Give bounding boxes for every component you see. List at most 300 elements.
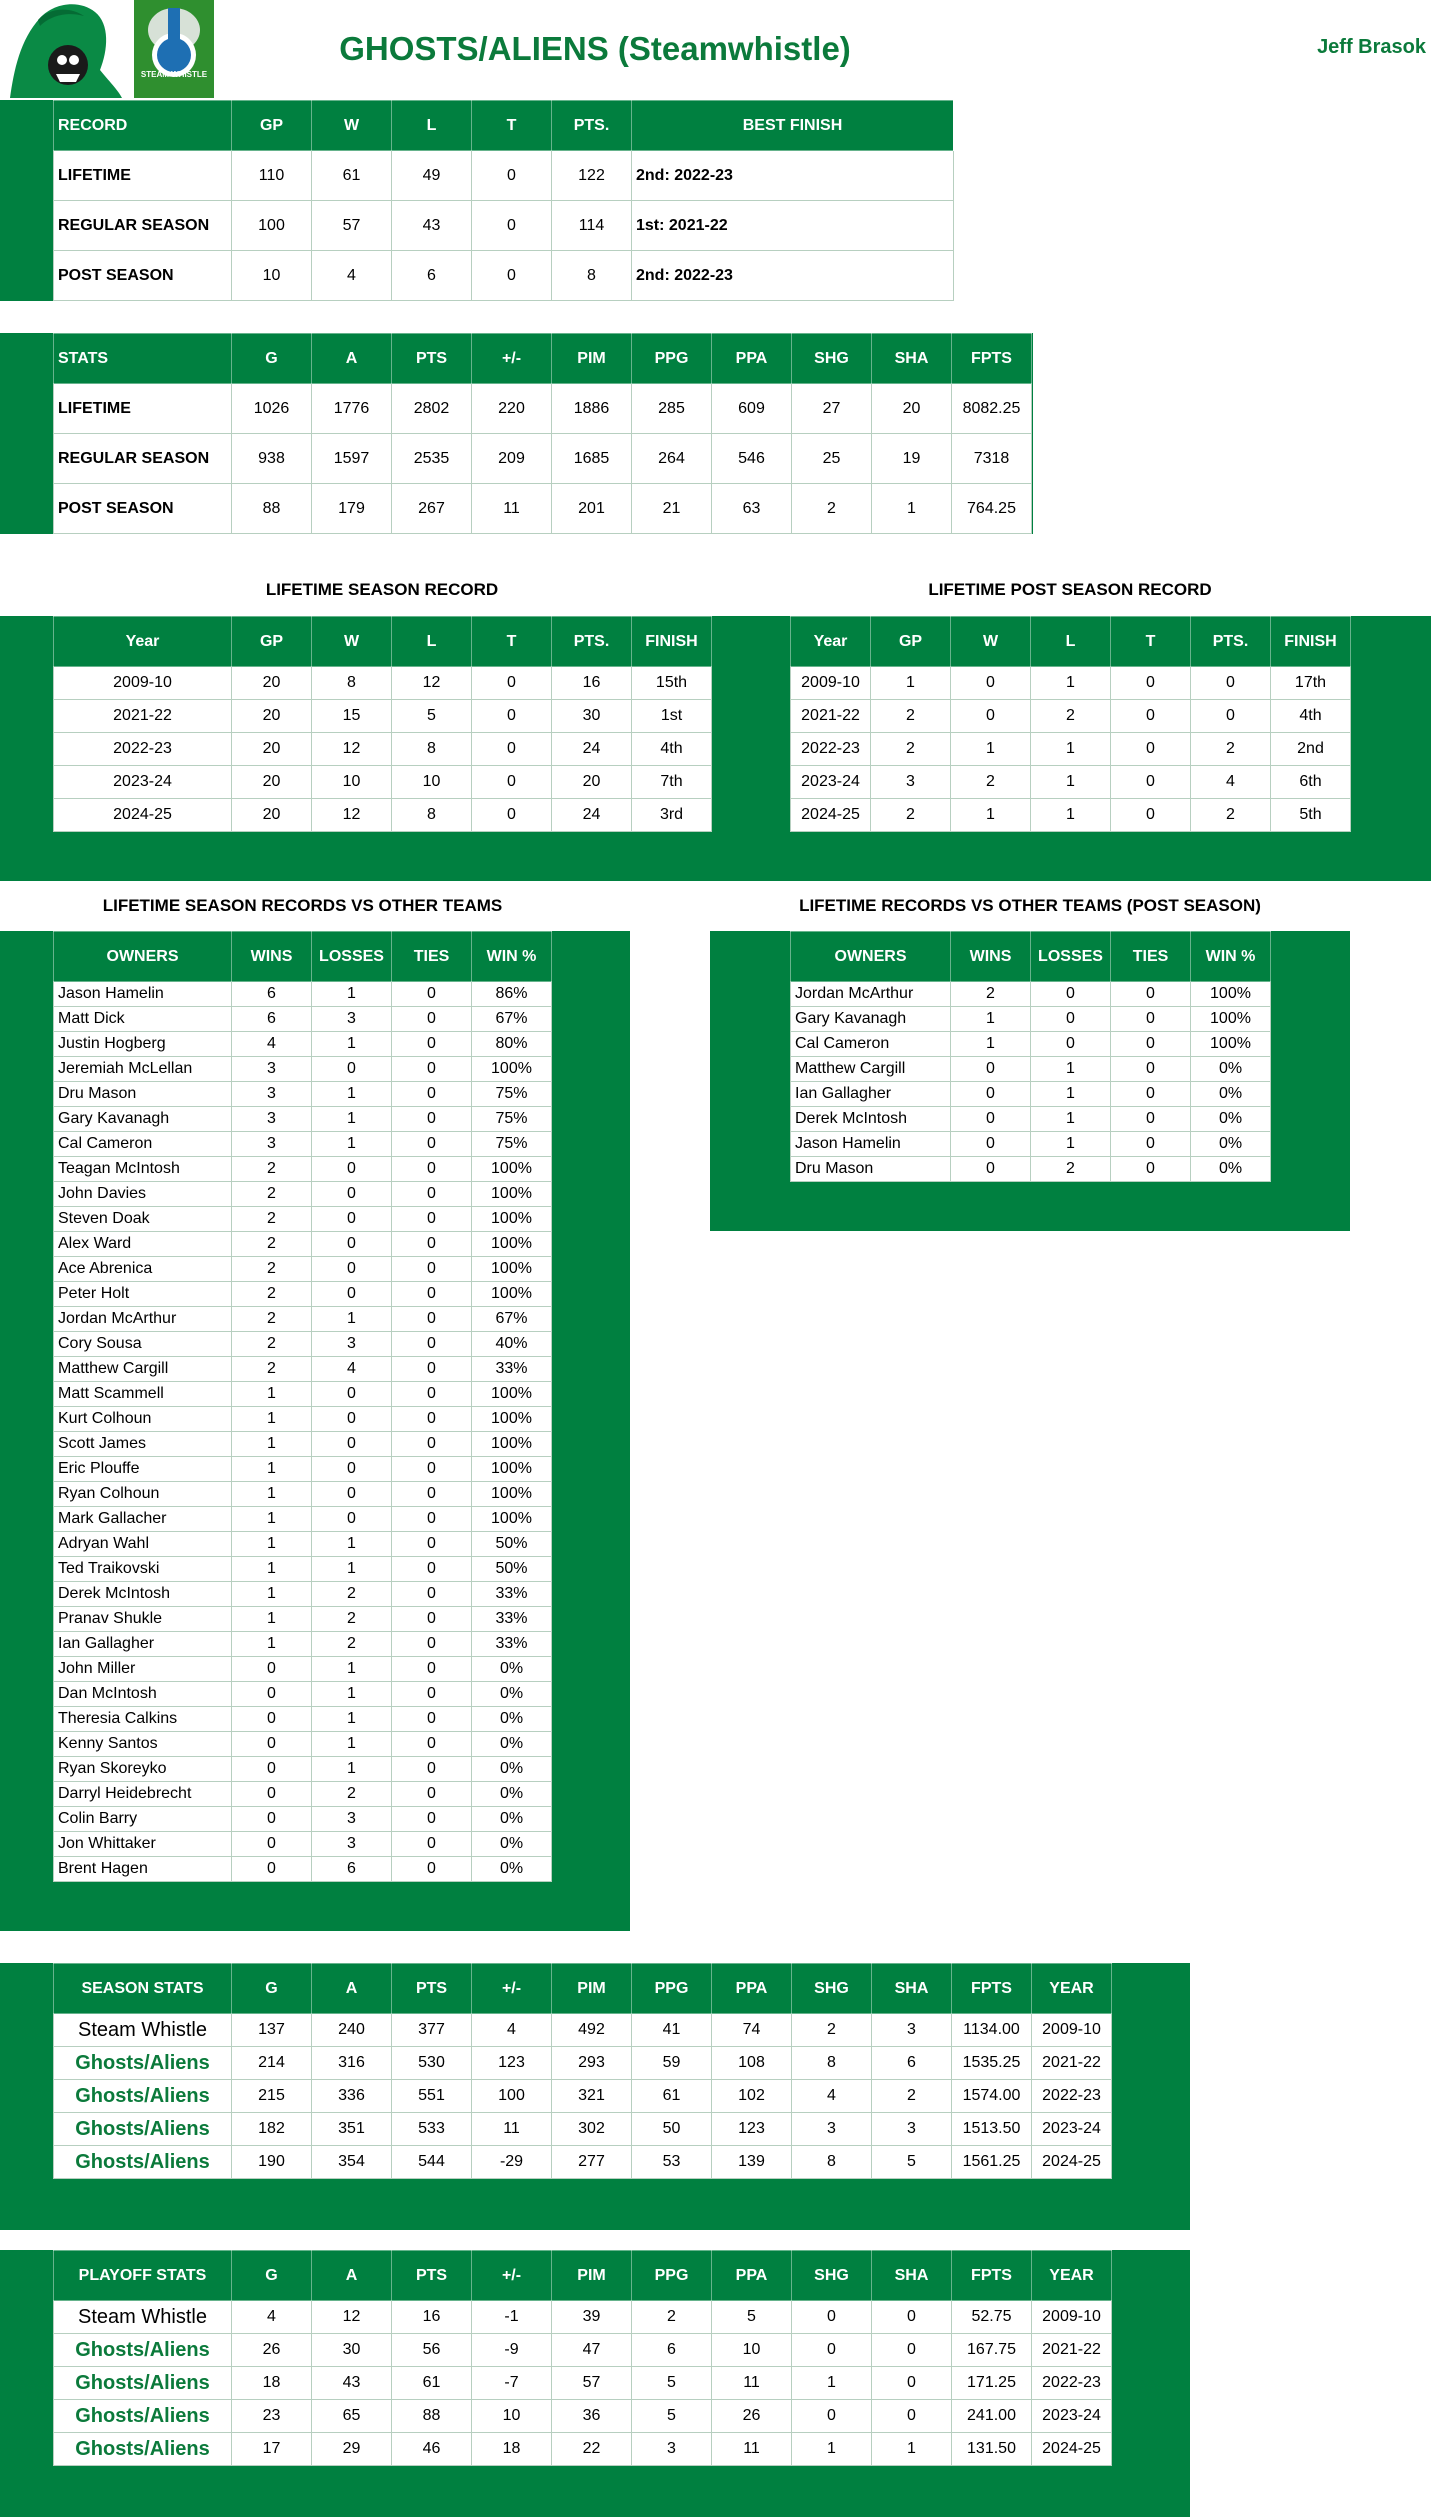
vs-teams-cell: Dru Mason	[54, 1082, 232, 1107]
stats-cell: POST SEASON	[54, 484, 232, 534]
season-record-cell: 20	[232, 700, 312, 733]
season-stats-cell: 1535.25	[952, 2047, 1032, 2080]
season-record-cell: 8	[312, 667, 392, 700]
playoff-stats-cell: 16	[392, 2301, 472, 2334]
vs-teams-cell: 0%	[472, 1832, 552, 1857]
stats-cell: 1685	[552, 434, 632, 484]
playoff-stats-cell: 171.25	[952, 2367, 1032, 2400]
vs-teams-cell: Derek McIntosh	[54, 1582, 232, 1607]
vs-teams-cell: 6	[232, 982, 312, 1007]
season-stats-header: FPTS	[952, 1964, 1032, 2014]
vs-teams-post-cell: 0	[1111, 1057, 1191, 1082]
vs-teams-cell: Jordan McArthur	[54, 1307, 232, 1332]
vs-teams-row	[54, 1532, 552, 1557]
stats-cell: 264	[632, 434, 712, 484]
playoff-stats-header: PPA	[712, 2251, 792, 2301]
season-record-cell: 1st	[632, 700, 712, 733]
season-stats-cell: 100	[472, 2080, 552, 2113]
vs-teams-cell: 4	[312, 1357, 392, 1382]
vs-teams-row	[54, 1282, 552, 1307]
vs-teams-cell: 0	[392, 1257, 472, 1282]
stats-cell: REGULAR SEASON	[54, 434, 232, 484]
vs-teams-post-cell: 0	[1111, 1132, 1191, 1157]
vs-teams-cell: 1	[232, 1632, 312, 1657]
vs-teams-cell: 0	[392, 1407, 472, 1432]
season-record-cell: 16	[552, 667, 632, 700]
playoff-stats-header: G	[232, 2251, 312, 2301]
playoff-stats-cell: 241.00	[952, 2400, 1032, 2433]
vs-teams-cell: 1	[232, 1607, 312, 1632]
stats-cell: 1026	[232, 384, 312, 434]
season-stats-cell: 123	[472, 2047, 552, 2080]
season-record-cell: 7th	[632, 766, 712, 799]
playoff-stats-cell: 2023-24	[1032, 2400, 1112, 2433]
vs-teams-cell: 0	[392, 1532, 472, 1557]
playoff-stats-cell: 88	[392, 2400, 472, 2433]
playoff-stats-cell: 26	[712, 2400, 792, 2433]
playoff-stats-header: PIM	[552, 2251, 632, 2301]
playoff-stats-cell: 11	[712, 2367, 792, 2400]
season-stats-cell: 4	[472, 2014, 552, 2047]
vs-teams-post-cell: 1	[951, 1007, 1031, 1032]
season-record-cell: 0	[472, 700, 552, 733]
vs-teams-cell: 100%	[472, 1482, 552, 1507]
season-record-cell: 24	[552, 799, 632, 832]
vs-teams-post-row	[791, 1082, 1271, 1107]
season-stats-cell: 8	[792, 2146, 872, 2179]
season-record-header: GP	[232, 617, 312, 667]
vs-teams-cell: Ryan Skoreyko	[54, 1757, 232, 1782]
vs-teams-cell: 0	[392, 1382, 472, 1407]
season-stats-row	[54, 2113, 1112, 2146]
vs-teams-cell: 0	[312, 1282, 392, 1307]
vs-teams-cell: 100%	[472, 1157, 552, 1182]
vs-teams-cell: Dan McIntosh	[54, 1682, 232, 1707]
record-header: GP	[232, 101, 312, 151]
season-stats-cell: 102	[712, 2080, 792, 2113]
vs-teams-post-cell: 0%	[1191, 1057, 1271, 1082]
playoff-stats-cell: 5	[632, 2400, 712, 2433]
vs-teams-header: TIES	[392, 932, 472, 982]
stats-cell: 1886	[552, 384, 632, 434]
season-stats-cell: 214	[232, 2047, 312, 2080]
post-record-cell: 0	[951, 700, 1031, 733]
season-stats-header: SEASON STATS	[54, 1964, 232, 2014]
record-cell: 0	[472, 201, 552, 251]
vs-teams-cell: 2	[312, 1632, 392, 1657]
vs-teams-row	[54, 1232, 552, 1257]
season-stats-cell: 59	[632, 2047, 712, 2080]
vs-teams-cell: 2	[232, 1307, 312, 1332]
season-stats-cell: 108	[712, 2047, 792, 2080]
stats-cell: 25	[792, 434, 872, 484]
stats-cell: 19	[872, 434, 952, 484]
vs-teams-post-cell: 100%	[1191, 1032, 1271, 1057]
playoff-stats-cell: 0	[872, 2400, 952, 2433]
vs-teams-cell: 0	[392, 1707, 472, 1732]
season-stats-header: PTS	[392, 1964, 472, 2014]
vs-teams-cell: 3	[312, 1807, 392, 1832]
playoff-stats-cell: Ghosts/Aliens	[54, 2367, 232, 2400]
vs-teams-cell: 33%	[472, 1632, 552, 1657]
vs-teams-cell: 0%	[472, 1732, 552, 1757]
record-cell: LIFETIME	[54, 151, 232, 201]
stats-cell: 8082.25	[952, 384, 1032, 434]
season-stats-header: SHG	[792, 1964, 872, 2014]
post-record-header: T	[1111, 617, 1191, 667]
vs-teams-cell: 100%	[472, 1382, 552, 1407]
record-cell: 10	[232, 251, 312, 301]
record-cell: 0	[472, 251, 552, 301]
vs-teams-row	[54, 1632, 552, 1657]
stats-cell: 20	[872, 384, 952, 434]
playoff-stats-header: A	[312, 2251, 392, 2301]
record-cell: 61	[312, 151, 392, 201]
vs-teams-cell: Steven Doak	[54, 1207, 232, 1232]
season-stats-header: PPA	[712, 1964, 792, 2014]
vs-teams-row	[54, 1457, 552, 1482]
vs-teams-cell: 0	[392, 1007, 472, 1032]
vs-teams-cell: 100%	[472, 1507, 552, 1532]
vs-teams-cell: 0%	[472, 1657, 552, 1682]
stats-row	[54, 434, 1032, 484]
season-stats-cell: 2021-22	[1032, 2047, 1112, 2080]
stats-row	[54, 384, 1032, 434]
vs-teams-cell: 2	[232, 1282, 312, 1307]
stats-header: PPG	[632, 334, 712, 384]
season-stats-cell: 123	[712, 2113, 792, 2146]
stats-header: PPA	[712, 334, 792, 384]
season-stats-cell: 2024-25	[1032, 2146, 1112, 2179]
season-record-cell: 3rd	[632, 799, 712, 832]
vs-teams-cell: 0	[392, 1232, 472, 1257]
vs-teams-row	[54, 1757, 552, 1782]
season-record-cell: 2023-24	[54, 766, 232, 799]
vs-teams-row	[54, 1832, 552, 1857]
vs-teams-cell: 1	[312, 1032, 392, 1057]
vs-teams-post-cell: Ian Gallagher	[791, 1082, 951, 1107]
stats-cell: 1597	[312, 434, 392, 484]
vs-teams-cell: 0	[232, 1757, 312, 1782]
record-cell: 110	[232, 151, 312, 201]
season-stats-cell: 137	[232, 2014, 312, 2047]
season-stats-cell: 74	[712, 2014, 792, 2047]
vs-teams-cell: Darryl Heidebrecht	[54, 1782, 232, 1807]
playoff-stats-cell: 2009-10	[1032, 2301, 1112, 2334]
post-record-cell: 1	[871, 667, 951, 700]
season-stats-row	[54, 2047, 1112, 2080]
vs-teams-cell: 0	[392, 1182, 472, 1207]
season-stats-header: +/-	[472, 1964, 552, 2014]
vs-teams-post-cell: 1	[1031, 1082, 1111, 1107]
vs-teams-cell: 0	[312, 1207, 392, 1232]
playoff-stats-cell: -7	[472, 2367, 552, 2400]
vs-teams-cell: 2	[312, 1607, 392, 1632]
vs-teams-cell: 0	[312, 1382, 392, 1407]
playoff-stats-cell: 23	[232, 2400, 312, 2433]
stats-cell: 11	[472, 484, 552, 534]
vs-teams-cell: 0	[392, 1457, 472, 1482]
vs-teams-cell: 2	[232, 1157, 312, 1182]
vs-teams-post-cell: Jason Hamelin	[791, 1132, 951, 1157]
vs-teams-cell: 0	[312, 1257, 392, 1282]
vs-teams-post-row	[791, 1132, 1271, 1157]
vs-teams-cell: 0	[392, 1107, 472, 1132]
stats-header: +/-	[472, 334, 552, 384]
season-record-cell: 12	[312, 799, 392, 832]
owner-name: Jeff Brasok	[1317, 36, 1426, 58]
vs-teams-cell: 3	[232, 1107, 312, 1132]
stats-cell: 21	[632, 484, 712, 534]
vs-teams-cell: Colin Barry	[54, 1807, 232, 1832]
vs-teams-cell: 2	[312, 1782, 392, 1807]
playoff-stats-cell: Ghosts/Aliens	[54, 2433, 232, 2466]
post-record-cell: 0	[1111, 733, 1191, 766]
playoff-stats-cell: 30	[312, 2334, 392, 2367]
post-record-cell: 1	[1031, 667, 1111, 700]
post-record-header: W	[951, 617, 1031, 667]
vs-teams-row	[54, 1107, 552, 1132]
vs-teams-cell: Cory Sousa	[54, 1332, 232, 1357]
vs-teams-header: WIN %	[472, 932, 552, 982]
playoff-stats-cell: 17	[232, 2433, 312, 2466]
vs-teams-cell: 0	[392, 1057, 472, 1082]
post-record-cell: 0	[1111, 667, 1191, 700]
vs-teams-row	[54, 1382, 552, 1407]
vs-teams-cell: 0	[392, 1507, 472, 1532]
playoff-stats-cell: 18	[472, 2433, 552, 2466]
vs-teams-cell: 33%	[472, 1357, 552, 1382]
season-stats-cell: 351	[312, 2113, 392, 2146]
vs-teams-cell: 1	[232, 1582, 312, 1607]
vs-teams-row	[54, 1582, 552, 1607]
playoff-stats-header: +/-	[472, 2251, 552, 2301]
post-record-cell: 2nd	[1271, 733, 1351, 766]
vs-teams-row	[54, 1032, 552, 1057]
stats-header: SHG	[792, 334, 872, 384]
vs-teams-cell: Cal Cameron	[54, 1132, 232, 1157]
season-stats-cell: 11	[472, 2113, 552, 2146]
vs-teams-cell: 1	[232, 1532, 312, 1557]
vs-teams-cell: 100%	[472, 1232, 552, 1257]
vs-teams-post-cell: Dru Mason	[791, 1157, 951, 1182]
vs-teams-row	[54, 1157, 552, 1182]
vs-teams-post-title: LIFETIME RECORDS VS OTHER TEAMS (POST SEASON)	[799, 896, 1261, 915]
vs-teams-cell: 2	[232, 1182, 312, 1207]
post-record-table	[790, 616, 1351, 832]
playoff-stats-cell: Ghosts/Aliens	[54, 2334, 232, 2367]
vs-teams-cell: Eric Plouffe	[54, 1457, 232, 1482]
vs-teams-cell: 0	[392, 1757, 472, 1782]
season-record-cell: 20	[232, 799, 312, 832]
vs-teams-cell: 0	[312, 1482, 392, 1507]
record-cell: 8	[552, 251, 632, 301]
stats-header-row	[54, 334, 1032, 384]
playoff-stats-cell: 5	[632, 2367, 712, 2400]
playoff-stats-cell: 22	[552, 2433, 632, 2466]
vs-teams-post-cell: 100%	[1191, 982, 1271, 1007]
vs-teams-cell: Kurt Colhoun	[54, 1407, 232, 1432]
playoff-stats-cell: 2	[632, 2301, 712, 2334]
vs-teams-post-cell: 0	[951, 1057, 1031, 1082]
vs-teams-cell: 33%	[472, 1607, 552, 1632]
record-cell: 6	[392, 251, 472, 301]
record-cell: 43	[392, 201, 472, 251]
vs-teams-cell: 6	[232, 1007, 312, 1032]
post-record-header: PTS.	[1191, 617, 1271, 667]
vs-teams-row	[54, 982, 552, 1007]
post-record-row	[791, 799, 1351, 832]
vs-teams-cell: 100%	[472, 1407, 552, 1432]
stats-cell: 88	[232, 484, 312, 534]
post-record-cell: 4	[1191, 766, 1271, 799]
vs-teams-cell: 1	[232, 1457, 312, 1482]
season-stats-row	[54, 2080, 1112, 2113]
vs-teams-row	[54, 1557, 552, 1582]
record-cell: 0	[472, 151, 552, 201]
post-record-cell: 0	[1111, 700, 1191, 733]
season-stats-cell: 6	[872, 2047, 952, 2080]
vs-teams-cell: 100%	[472, 1432, 552, 1457]
stats-cell: 1	[872, 484, 952, 534]
season-stats-cell: 215	[232, 2080, 312, 2113]
vs-teams-post-cell: 0	[1031, 982, 1111, 1007]
vs-teams-cell: 0	[392, 1432, 472, 1457]
vs-teams-cell: 75%	[472, 1132, 552, 1157]
vs-teams-cell: Ted Traikovski	[54, 1557, 232, 1582]
vs-teams-cell: Mark Gallacher	[54, 1507, 232, 1532]
stats-cell: 179	[312, 484, 392, 534]
vs-teams-cell: 2	[312, 1582, 392, 1607]
vs-teams-cell: 0	[312, 1457, 392, 1482]
vs-teams-post-header-row	[791, 932, 1271, 982]
playoff-stats-cell: 46	[392, 2433, 472, 2466]
vs-teams-cell: 33%	[472, 1582, 552, 1607]
vs-teams-cell: 67%	[472, 1007, 552, 1032]
vs-teams-cell: 0	[392, 1132, 472, 1157]
vs-teams-cell: John Davies	[54, 1182, 232, 1207]
season-stats-cell: 293	[552, 2047, 632, 2080]
post-record-cell: 1	[951, 799, 1031, 832]
post-record-cell: 2024-25	[791, 799, 871, 832]
vs-teams-post-cell: 0%	[1191, 1132, 1271, 1157]
season-record-cell: 20	[552, 766, 632, 799]
season-record-cell: 0	[472, 799, 552, 832]
season-record-cell: 20	[232, 733, 312, 766]
vs-teams-cell: 75%	[472, 1107, 552, 1132]
vs-teams-cell: 1	[312, 1707, 392, 1732]
record-cell: 100	[232, 201, 312, 251]
playoff-stats-cell: 0	[872, 2367, 952, 2400]
season-record-header: FINISH	[632, 617, 712, 667]
post-record-cell: 5th	[1271, 799, 1351, 832]
vs-teams-cell: 50%	[472, 1532, 552, 1557]
season-record-header: W	[312, 617, 392, 667]
vs-teams-cell: 0	[392, 1607, 472, 1632]
season-stats-cell: 2022-23	[1032, 2080, 1112, 2113]
vs-teams-row	[54, 1707, 552, 1732]
post-record-cell: 2022-23	[791, 733, 871, 766]
vs-teams-row	[54, 1732, 552, 1757]
season-stats-cell: 492	[552, 2014, 632, 2047]
post-record-cell: 0	[1111, 799, 1191, 832]
vs-teams-post-cell: 0	[951, 1107, 1031, 1132]
playoff-stats-cell: 0	[792, 2334, 872, 2367]
season-record-cell: 12	[312, 733, 392, 766]
stats-cell: 220	[472, 384, 552, 434]
season-stats-row	[54, 2146, 1112, 2179]
vs-teams-cell: 1	[312, 1682, 392, 1707]
stats-cell: 609	[712, 384, 792, 434]
vs-teams-cell: 100%	[472, 1057, 552, 1082]
season-record-cell: 10	[312, 766, 392, 799]
playoff-stats-cell: 6	[632, 2334, 712, 2367]
record-header: W	[312, 101, 392, 151]
post-record-header-row	[791, 617, 1351, 667]
stats-header: A	[312, 334, 392, 384]
vs-teams-row	[54, 1657, 552, 1682]
vs-teams-cell: 3	[312, 1332, 392, 1357]
playoff-stats-header: PTS	[392, 2251, 472, 2301]
vs-teams-cell: Matt Scammell	[54, 1382, 232, 1407]
vs-teams-row	[54, 1807, 552, 1832]
stats-cell: 285	[632, 384, 712, 434]
season-record-row	[54, 667, 712, 700]
vs-teams-cell: 0%	[472, 1782, 552, 1807]
vs-teams-cell: 0	[392, 1557, 472, 1582]
season-record-cell: 8	[392, 733, 472, 766]
vs-teams-cell: 0	[392, 1482, 472, 1507]
season-record-title: LIFETIME SEASON RECORD	[265, 580, 499, 599]
post-record-cell: 0	[1111, 766, 1191, 799]
vs-teams-cell: 100%	[472, 1282, 552, 1307]
playoff-stats-cell: 0	[872, 2301, 952, 2334]
page-title: GHOSTS/ALIENS (Steamwhistle)	[339, 30, 851, 67]
vs-teams-cell: 0	[392, 1582, 472, 1607]
playoff-stats-cell: 2022-23	[1032, 2367, 1112, 2400]
vs-teams-cell: 0	[392, 1157, 472, 1182]
vs-teams-row	[54, 1057, 552, 1082]
vs-teams-cell: Brent Hagen	[54, 1857, 232, 1882]
vs-teams-cell: 3	[312, 1832, 392, 1857]
vs-teams-cell: 1	[312, 1732, 392, 1757]
stats-header: STATS	[54, 334, 232, 384]
playoff-stats-cell: 12	[312, 2301, 392, 2334]
vs-teams-row	[54, 1782, 552, 1807]
vs-teams-post-cell: 0%	[1191, 1082, 1271, 1107]
vs-teams-cell: 100%	[472, 1257, 552, 1282]
vs-teams-title: LIFETIME SEASON RECORDS VS OTHER TEAMS	[102, 896, 503, 915]
vs-teams-row	[54, 1482, 552, 1507]
stats-cell: 546	[712, 434, 792, 484]
record-cell: 1st: 2021-22	[632, 201, 954, 251]
stats-cell: 764.25	[952, 484, 1032, 534]
season-stats-cell: 182	[232, 2113, 312, 2146]
vs-teams-row	[54, 1432, 552, 1457]
season-stats-cell: 277	[552, 2146, 632, 2179]
vs-teams-cell: 75%	[472, 1082, 552, 1107]
season-record-cell: 2022-23	[54, 733, 232, 766]
vs-teams-post-cell: 1	[1031, 1057, 1111, 1082]
vs-teams-cell: 0	[312, 1507, 392, 1532]
playoff-stats-cell: 65	[312, 2400, 392, 2433]
vs-teams-cell: Ace Abrenica	[54, 1257, 232, 1282]
season-record-cell: 12	[392, 667, 472, 700]
record-row	[54, 201, 954, 251]
season-stats-cell: 533	[392, 2113, 472, 2146]
vs-teams-cell: 6	[312, 1857, 392, 1882]
record-table	[53, 100, 954, 301]
